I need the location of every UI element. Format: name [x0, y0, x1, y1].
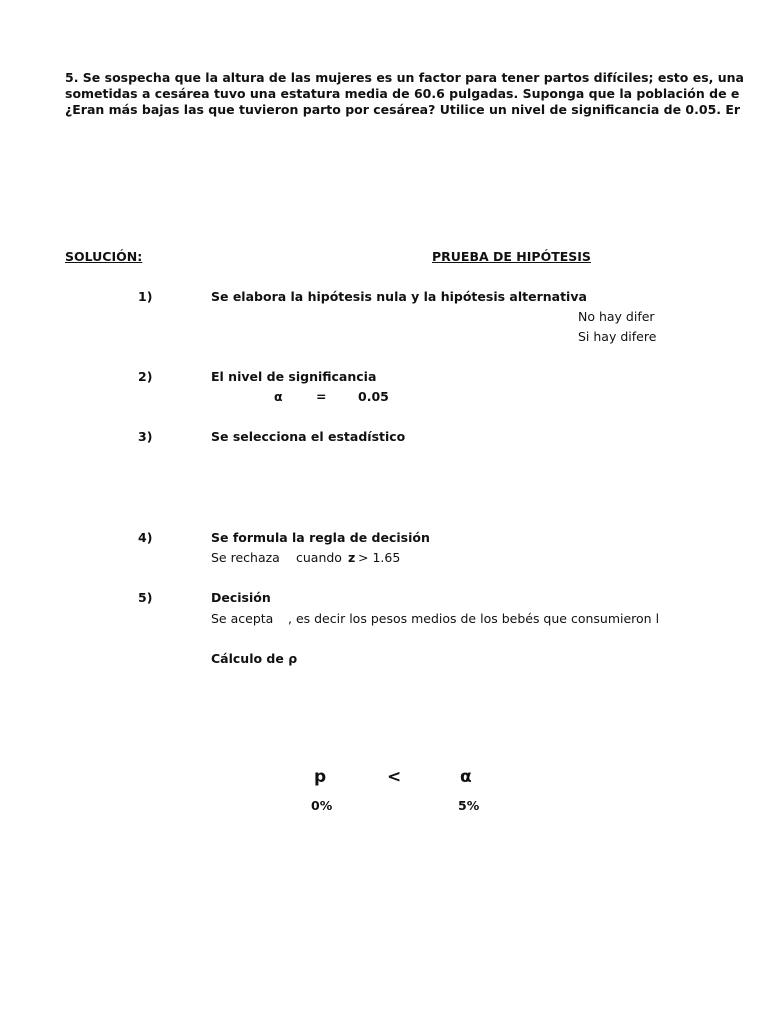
problem-line-1: 5. Se sospecha que la altura de las mujeres es un factor para tener partos difíciles; esto es, una: [65, 70, 744, 85]
step-1-number: 1): [138, 289, 153, 304]
problem-line-3: ¿Eran más bajas las que tuvieron parto por cesárea? Utilice un nivel de significancia de 0.05. Er: [65, 102, 741, 117]
step-4-title: Se formula la regla de decisión: [211, 530, 430, 545]
p-value-percent: 0%: [311, 798, 333, 813]
reject-rule-prefix: Se rechaza: [211, 550, 280, 565]
p-symbol: p: [314, 767, 327, 787]
null-hypothesis-text: No hay difer: [578, 309, 655, 324]
problem-line-2: sometidas a cesárea tuvo una estatura media de 60.6 pulgadas. Suponga que la población de e: [65, 86, 740, 101]
alpha-symbol: α: [274, 389, 283, 404]
p-calculation-label: Cálculo de ρ: [211, 651, 298, 666]
step-2-title: El nivel de significancia: [211, 369, 377, 384]
section-title: PRUEBA DE HIPÓTESIS: [432, 249, 591, 264]
decision-rest-text: , es decir los pesos medios de los bebés que consumieron l: [288, 611, 660, 626]
reject-rule-condition: > 1.65: [358, 550, 401, 565]
alpha-symbol-large: α: [460, 767, 472, 787]
decision-accept-text: Se acepta: [211, 611, 274, 626]
reject-rule-z: z: [348, 550, 356, 565]
alpha-value: 0.05: [358, 389, 389, 404]
less-than-operator: <: [387, 767, 402, 787]
step-3-title: Se selecciona el estadístico: [211, 429, 406, 444]
step-5-number: 5): [138, 590, 153, 605]
step-4-number: 4): [138, 530, 153, 545]
alt-hypothesis-text: Si hay difere: [578, 329, 657, 344]
alpha-value-percent: 5%: [458, 798, 480, 813]
step-5-title: Decisión: [211, 590, 271, 605]
step-3-number: 3): [138, 429, 153, 444]
solution-label: SOLUCIÓN:: [65, 249, 143, 264]
step-1-title: Se elabora la hipótesis nula y la hipótesis alternativa: [211, 289, 587, 304]
equals-sign: =: [316, 389, 327, 404]
reject-rule-when: cuando: [296, 550, 342, 565]
step-2-number: 2): [138, 369, 153, 384]
